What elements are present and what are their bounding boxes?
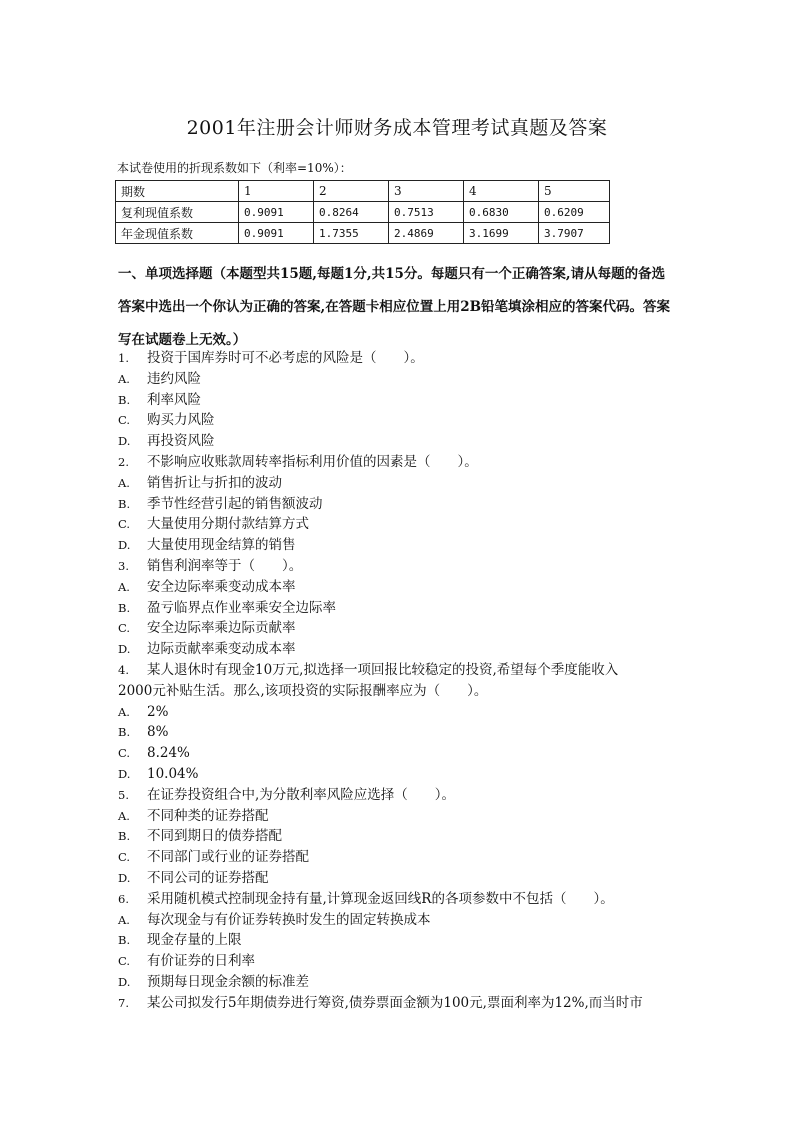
- option-line: [118, 639, 678, 660]
- item-text: 大量使用分期付款结算方式: [147, 516, 309, 533]
- table-cell: 年金现值系数: [116, 223, 239, 244]
- table-cell: 3: [389, 181, 464, 202]
- table-cell: 复利现值系数: [116, 202, 239, 223]
- item-text: 有价证券的日利率: [147, 953, 255, 970]
- item-label: C.: [118, 517, 131, 532]
- item-label: D.: [118, 766, 131, 781]
- item-label: C.: [118, 413, 131, 428]
- item-label: D.: [118, 974, 131, 989]
- item-label: 7.: [118, 995, 129, 1010]
- table-row: [116, 202, 610, 223]
- table-cell: 1.7355: [314, 223, 389, 244]
- item-label: C.: [118, 850, 131, 865]
- item-label: D.: [118, 870, 131, 885]
- table-row: [116, 223, 610, 244]
- item-text: 购买力风险: [147, 412, 215, 429]
- item-label: D.: [118, 642, 131, 657]
- item-text: 再投资风险: [147, 433, 215, 450]
- item-text: 季节性经营引起的销售额波动: [147, 495, 323, 512]
- table-cell: 2.4869: [389, 223, 464, 244]
- option-line: [118, 826, 678, 847]
- table-cell: 5: [539, 181, 610, 202]
- item-label: C.: [118, 621, 131, 636]
- question-line: [118, 889, 678, 910]
- item-label: A.: [118, 475, 130, 490]
- item-label: 5.: [118, 787, 129, 802]
- item-label: 3.: [118, 558, 129, 573]
- item-label: D.: [118, 538, 131, 553]
- table-cell: 3.7907: [539, 223, 610, 244]
- item-text: 预期每日现金余额的标准差: [147, 973, 309, 990]
- table-cell: 0.6209: [539, 202, 610, 223]
- item-label: 6.: [118, 891, 129, 906]
- item-label: 4.: [118, 662, 129, 677]
- option-line: [118, 473, 678, 494]
- item-text: 不同公司的证券搭配: [147, 869, 269, 886]
- option-line: [118, 722, 678, 743]
- section-heading: 一、单项选择题（本题型共15题,每题1分,共15分。每题只有一个正确答案,请从每题的备选答案中选出一个你认为正确的答案,在答题卡相应位置上用2B铅笔填涂相应的答案代码。答案写在试题卷上无效。）: [118, 266, 671, 348]
- table-cell: 1: [239, 181, 314, 202]
- question-continuation: [118, 681, 678, 702]
- item-label: B.: [118, 933, 131, 948]
- item-text: 销售折让与折扣的波动: [147, 474, 282, 491]
- question-list: [118, 348, 678, 1014]
- item-text: 8.24%: [147, 745, 190, 762]
- item-text: 不同到期日的债券搭配: [147, 828, 282, 845]
- option-line: [118, 847, 678, 868]
- item-text: 盈亏临界点作业率乘安全边际率: [147, 599, 336, 616]
- option-line: [118, 598, 678, 619]
- table-cell: 3.1699: [464, 223, 539, 244]
- option-line: [118, 868, 678, 889]
- item-label: A.: [118, 808, 130, 823]
- option-line: [118, 390, 678, 411]
- item-text: 不同部门或行业的证券搭配: [147, 849, 309, 866]
- option-line: [118, 702, 678, 723]
- item-label: C.: [118, 746, 131, 761]
- option-line: [118, 577, 678, 598]
- option-line: [118, 930, 678, 951]
- option-line: [118, 494, 678, 515]
- table-cell: 0.8264: [314, 202, 389, 223]
- item-label: D.: [118, 434, 131, 449]
- option-line: [118, 410, 678, 431]
- item-text: 某公司拟发行5年期债券进行筹资,债券票面金额为100元,票面利率为12%,而当时市: [147, 994, 643, 1011]
- table-cell: 期数: [116, 181, 239, 202]
- option-line: [118, 743, 678, 764]
- question-line: [118, 452, 678, 473]
- document-title: 2001年注册会计师财务成本管理考试真题及答案: [186, 117, 608, 139]
- option-line: [118, 764, 678, 785]
- item-label: B.: [118, 392, 131, 407]
- option-line: [118, 618, 678, 639]
- option-line: [118, 369, 678, 390]
- item-label: 2.: [118, 454, 129, 469]
- table-cell: 0.6830: [464, 202, 539, 223]
- question-line: [118, 993, 678, 1014]
- table-row: [116, 181, 610, 202]
- item-text: 每次现金与有价证券转换时发生的固定转换成本: [147, 911, 431, 928]
- option-line: [118, 535, 678, 556]
- option-line: [118, 806, 678, 827]
- item-text: 2%: [147, 703, 169, 720]
- item-text: 某人退休时有现金10万元,拟选择一项回报比较稳定的投资,希望每个季度能收入: [147, 661, 619, 678]
- item-text: 8%: [147, 724, 169, 741]
- option-line: [118, 910, 678, 931]
- item-text: 10.04%: [147, 765, 199, 782]
- item-text: 安全边际率乘边际贡献率: [147, 620, 296, 637]
- option-line: [118, 951, 678, 972]
- table-cell: 2: [314, 181, 389, 202]
- item-label: B.: [118, 725, 131, 740]
- table-cell: 0.7513: [389, 202, 464, 223]
- item-text: 大量使用现金结算的销售: [147, 537, 296, 554]
- item-label: C.: [118, 954, 131, 969]
- item-text: 不同种类的证券搭配: [147, 807, 269, 824]
- item-label: B.: [118, 829, 131, 844]
- item-label: B.: [118, 496, 131, 511]
- table-cell: 0.9091: [239, 202, 314, 223]
- item-text: 在证券投资组合中,为分散利率风险应选择（ ）。: [147, 786, 456, 803]
- item-label: A.: [118, 704, 130, 719]
- item-label: A.: [118, 912, 130, 927]
- table-cell: 0.9091: [239, 223, 314, 244]
- item-label: A.: [118, 579, 130, 594]
- question-line: [118, 660, 678, 681]
- item-label: B.: [118, 600, 131, 615]
- option-line: [118, 972, 678, 993]
- item-text: 2000元补贴生活。那么,该项投资的实际报酬率应为（ ）。: [118, 682, 488, 699]
- item-text: 违约风险: [147, 370, 201, 387]
- item-text: 安全边际率乘变动成本率: [147, 578, 296, 595]
- question-line: [118, 785, 678, 806]
- item-text: 销售利润率等于（ ）。: [147, 557, 303, 574]
- item-label: 1.: [118, 351, 129, 365]
- discount-factor-table: [115, 180, 610, 244]
- item-text: 利率风险: [147, 391, 201, 408]
- item-text: 投资于国库券时可不必考虑的风险是（ ）。: [147, 350, 424, 366]
- option-line: [118, 431, 678, 452]
- discount-factor-intro: 本试卷使用的折现系数如下（利率=10%）：: [117, 161, 352, 175]
- item-label: A.: [118, 371, 130, 386]
- question-line: [118, 348, 678, 369]
- option-line: [118, 514, 678, 535]
- item-text: 采用随机模式控制现金持有量,计算现金返回线R的各项参数中不包括（ ）。: [147, 890, 614, 907]
- question-line: [118, 556, 678, 577]
- table-cell: 4: [464, 181, 539, 202]
- item-text: 边际贡献率乘变动成本率: [147, 641, 296, 658]
- item-text: 现金存量的上限: [147, 932, 242, 949]
- item-text: 不影响应收账款周转率指标利用价值的因素是（ ）。: [147, 453, 478, 470]
